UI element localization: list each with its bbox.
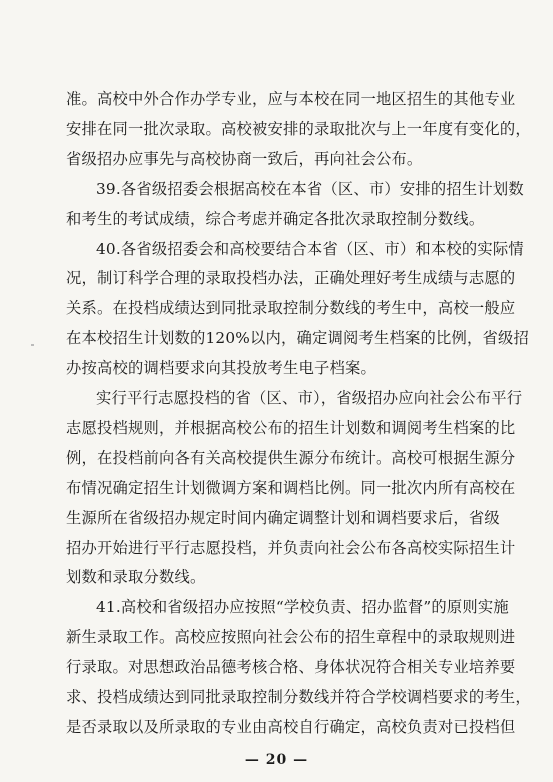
text-line: 安排在同一批次录取。高校被安排的录取批次与上一年度有变化的， <box>66 119 531 138</box>
text-line: 生源所在省级招办规定时间内确定调整计划和调档要求后，省级 <box>66 508 500 527</box>
page-number: — 20 — <box>244 751 309 768</box>
text-line: 志愿投档规则，并根据高校公布的招生计划数和调阅考生档案的比 <box>66 418 516 437</box>
text-line: 办按高校的调档要求向其投放考生电子档案。 <box>66 359 376 378</box>
text-line: 行录取。对思想政治品德考核合格、身体状况符合相关专业培养要 <box>66 658 516 677</box>
text-line: 划数和录取分数线。 <box>66 568 206 587</box>
text-line: 求、投档成绩达到同批录取控制分数线并符合学校调档要求的考生， <box>66 688 531 706</box>
text-line: 40.各省级招委会和高校要结合本省（区、市）和本校的实际情 <box>96 239 524 258</box>
text-line: 招办开始进行平行志愿投档，并负责向社会公布各高校实际招生计 <box>66 538 516 557</box>
text-line: 关系。在投档成绩达到同批录取控制分数线的考生中，高校一般应 <box>66 299 516 318</box>
text-line: 在本校招生计划数的120%以内，确定调阅考生档案的比例，省级招 <box>66 329 529 348</box>
scan-mark <box>31 344 34 346</box>
text-line: 布情况确定招生计划微调方案和调档比例。同一批次内所有高校在 <box>66 478 516 497</box>
text-line: 和考生的考试成绩，综合考虑并确定各批次录取控制分数线。 <box>66 209 485 228</box>
text-line: 实行平行志愿投档的省（区、市），省级招办应向社会公布平行 <box>96 389 523 407</box>
text-line: 况，制订科学合理的录取投档办法，正确处理好考生成绩与志愿的 <box>66 269 516 288</box>
text-line: 41.高校和省级招办应按照“学校负责、招办监督”的原则实施 <box>96 598 509 617</box>
text-line: 新生录取工作。高校应按照向社会公布的招生章程中的录取规则进 <box>66 628 516 647</box>
text-line: 是否录取以及所录取的专业由高校自行确定，高校负责对已投档但 <box>66 717 516 736</box>
text-line: 准。高校中外合作办学专业，应与本校在同一地区招生的其他专业 <box>66 90 516 108</box>
text-line: 例，在投档前向各有关高校提供生源分布统计。高校可根据生源分 <box>66 448 516 467</box>
text-line: 39.各省级招委会根据高校在本省（区、市）安排的招生计划数 <box>96 179 524 198</box>
text-line: 省级招办应事先与高校协商一致后，再向社会公布。 <box>66 149 423 168</box>
